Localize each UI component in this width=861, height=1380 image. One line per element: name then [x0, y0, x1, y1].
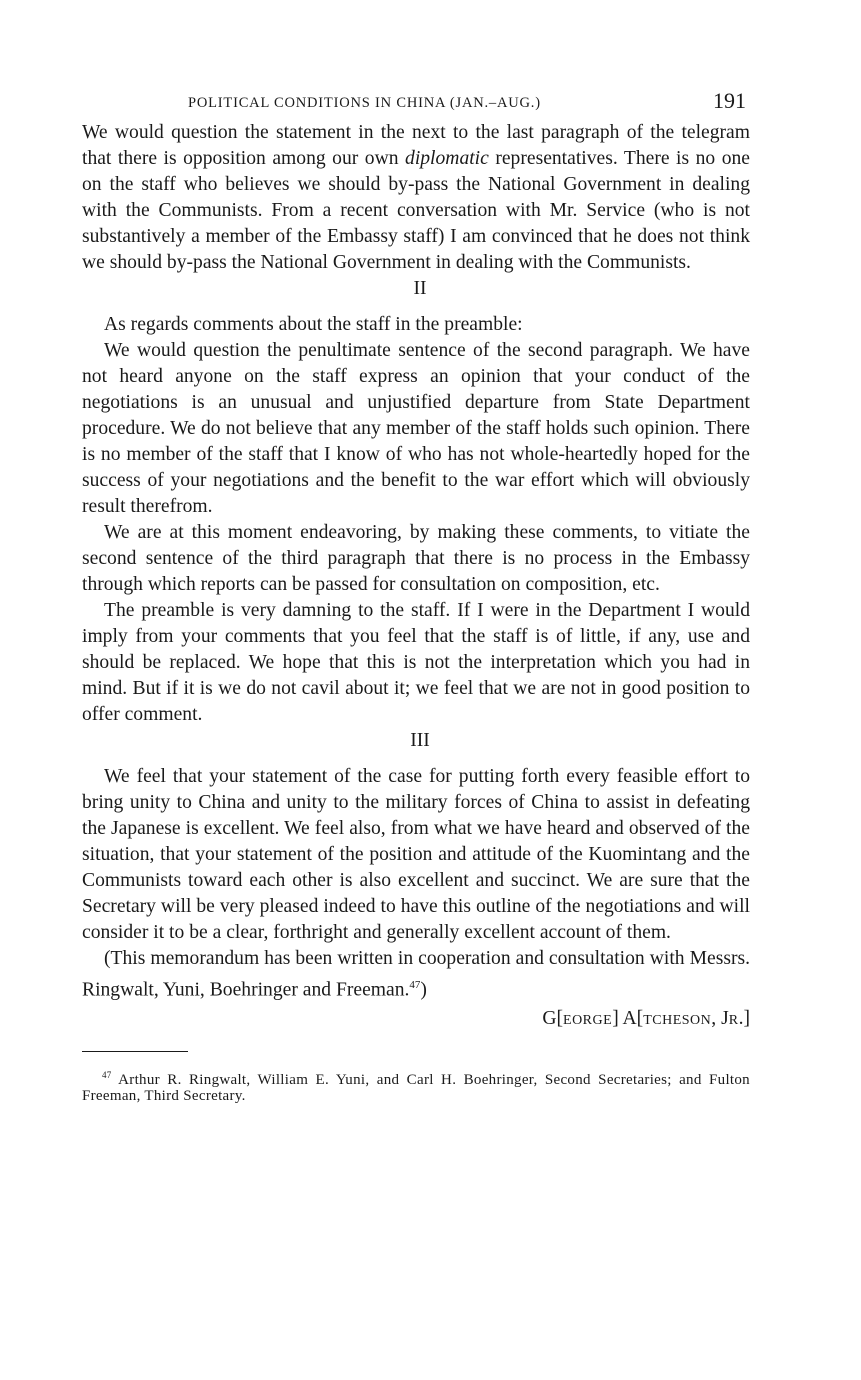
paragraph-6: We feel that your statement of the case for putting forth every feasible effort to bring unity to China and unity to the military forces of China to assist in defeating the Japanese is excellent. We feel also, from what we have heard and observed of the situation, that your statement of the position and attitude of the Kuomintang and the Communists toward each other is also excellent and succinct. We are sure that the Secretary will be very pleased indeed to have this outline of the negotiations and will consider it to be a clear, forthright and generally excellent account of them.: [82, 766, 750, 943]
signature-g-rest: EORGE: [563, 1012, 613, 1028]
footnote-text: Arthur R. Ringwalt, William E. Yuni, and Carl H. Boehringer, Second Secretaries; and Fulton Freeman, Third Secretary.: [82, 1071, 750, 1104]
paragraph-4: We are at this moment endeavoring, by making these comments, to vitiate the second sentence of the third paragraph that there is no process in the Embassy through which reports can be passed for consultation on composition, etc.: [82, 522, 750, 595]
paragraph-7-close: ): [420, 979, 427, 1001]
document-page: [82, 86, 750, 1119]
paragraph-7: [82, 946, 750, 1004]
section-heading-2: II: [413, 278, 427, 299]
signature-a: ] A[: [612, 1007, 644, 1029]
page-number: 191: [713, 88, 746, 113]
signature-g: G[: [542, 1007, 564, 1029]
signature-jr-rest: R: [728, 1012, 739, 1028]
paragraph-1: [82, 120, 750, 276]
signature: [82, 1006, 750, 1034]
footnote-divider: [82, 1051, 188, 1052]
paragraph-3: We would question the penultimate sentence of the second paragraph. We have not heard anyone on the staff express an opinion that your conduct of the negotiations is an unusual and unjustified departure from State Department procedure. We do not believe that any member of the staff holds such opinion. There is no member of the staff that I know of who has not whole-heartedly hoped for the success of your negotiations and the benefit to the war effort which will obviously result therefrom.: [82, 340, 750, 517]
section-heading-3: III: [410, 730, 430, 751]
running-head: [82, 86, 750, 120]
paragraph-2: As regards comments about the staff in the preamble:: [104, 314, 523, 335]
paragraph-7-text: (This memorandum has been written in cooperation and consultation with Messrs. Ringwalt, Yuni, Boehringer and Freeman.: [82, 948, 750, 1001]
paragraph-1-text-b: representatives. There is no one on the staff who believes we should by-pass the National Government in dealing with the Communists. From a recent conversation with Mr. Service (who is not substantively a member of the Embassy staff) I am convinced that he does not think we should by-pass the National Government in dealing with the Communists.: [82, 148, 750, 273]
signature-jr: , J: [711, 1007, 729, 1029]
signature-a-rest: TCHESON: [643, 1012, 712, 1028]
paragraph-1-text-a: We would question the statement in the next to the last paragraph of the telegram that there is opposition among our own: [82, 122, 750, 169]
signature-end: .]: [738, 1007, 750, 1029]
footnote-marker: 47: [102, 1069, 112, 1080]
paragraph-1-emphasis: diplomatic: [405, 148, 489, 169]
footnote: [82, 1067, 750, 1104]
footnote-reference: 47: [409, 979, 421, 991]
running-head-title: POLITICAL CONDITIONS IN CHINA (JAN.–AUG.): [188, 95, 541, 111]
paragraph-5: The preamble is very damning to the staff. If I were in the Department I would imply from your comments that you feel that the staff is of little, if any, use and should be replaced. We hope that this is not the interpretation which you had in mind. But if it is we do not cavil about it; we feel that we are not in good position to offer comment.: [82, 600, 750, 725]
